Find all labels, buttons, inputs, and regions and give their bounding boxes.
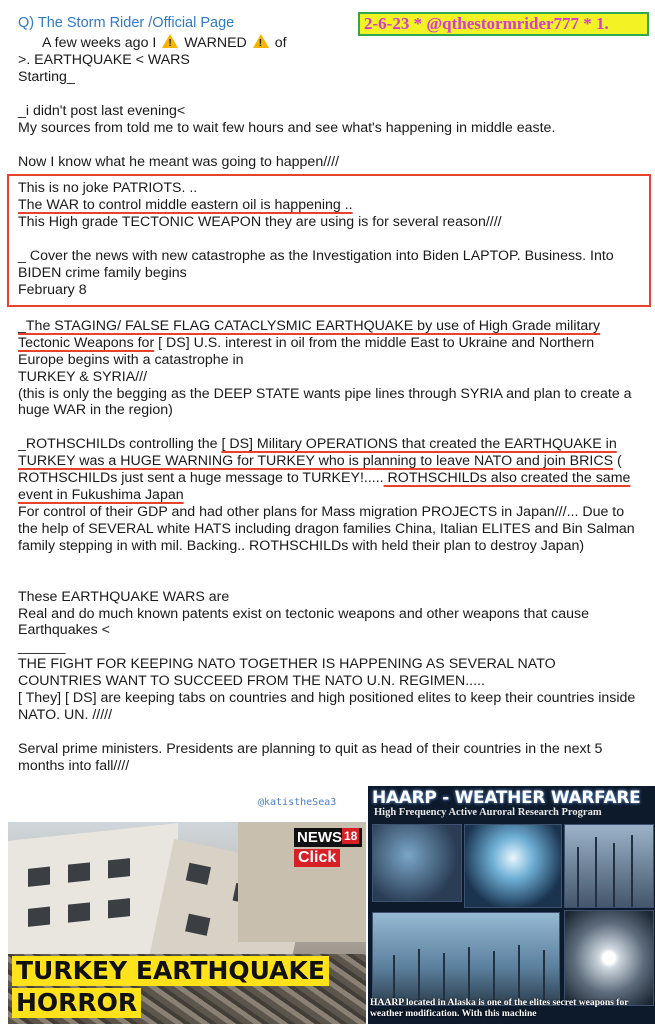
rothschild-paragraph: _ROTHSCHILDs controlling the [ DS] Military OPERATIONS that created the EARTHQUAKE in TURKEY was a HUGE WARNING for TURKEY who is planning to leave NATO and join BRICS ( ROTHSCHILDs just sent a huge message to TURKEY!..... ROTHSCHILDs also created the same event in Fukushima Japan [18, 436, 631, 504]
date-stamp: 2-6-23 * @qthestormrider777 * 1. [358, 12, 649, 36]
headline-text: HORROR [12, 988, 141, 1018]
text-line: ______ [18, 639, 66, 656]
highlight-box [7, 174, 651, 306]
text-line: Serval prime ministers. Presidents are planning to quit as head of their countries in the next 5 months into fall//// [18, 740, 603, 774]
text-line: (this is only the begging as the DEEP STATE wants pipe lines through SYRIA and plan to create a huge WAR in the region) [18, 385, 632, 419]
channel-name[interactable]: Q) The Storm Rider /Official Page [18, 15, 235, 31]
text-line: This is no joke PATRIOTS. .. [18, 180, 198, 197]
text-line: _i didn't post last evening< [18, 102, 186, 119]
text-line: This High grade TECTONIC WEAPON they are using is for several reason//// [18, 214, 502, 231]
text-line: Now I know what he meant was going to happen//// [18, 153, 339, 170]
haarp-title: HAARP - WEATHER WARFARE [372, 788, 641, 808]
watermark-credit: @katistheSea3 [258, 797, 337, 808]
underlined-text: The WAR to control middle eastern oil is happening .. [18, 197, 353, 214]
intro-line: A few weeks ago I ! WARNED ! of [18, 34, 640, 52]
underlined-text: ROTHSCHILDs also created the same event in Fukushima Japan [18, 470, 631, 504]
text-line: Starting_ [18, 68, 75, 85]
text-line: THE FIGHT FOR KEEPING NATO TOGETHER IS HAPPENING AS SEVERAL NATO COUNTRIES WANT TO SUCCEED FROM THE NATO U.N. REGIMEN..... [18, 656, 556, 690]
text-line: My sources from told me to wait few hours and see what's happening in middle easte. [18, 119, 556, 136]
news18-logo: NEWS $^{18}$ Click [294, 828, 356, 876]
earthquake-news-image[interactable] [8, 822, 366, 1024]
warning-icon [253, 34, 269, 48]
underlined-text: _The STAGING/ FALSE FLAG CATACLYSMIC EARTHQUAKE by use of High Grade military Tectonic Weapons for [18, 317, 601, 351]
haarp-subtitle: High Frequency Active Auroral Research Program [374, 807, 602, 818]
haarp-caption: HAARP located in Alaska is one of the elites secret weapons for weather modification. With this machine [370, 997, 629, 1019]
text-line: These EARTHQUAKE WARS are [18, 588, 230, 605]
text-line: TURKEY & SYRIA/// [18, 368, 148, 385]
message-post [18, 12, 640, 775]
staging-paragraph: _The STAGING/ FALSE FLAG CATACLYSMIC EARTHQUAKE by use of High Grade military Tectonic Weapons for [ DS] U.S. interest in oil from the middle East to Ukraine and Northern Europe begins with a catastrophe in [18, 317, 601, 368]
underlined-text: [ DS] Military OPERATIONS that created the EARTHQUAKE in TURKEY was a HUGE WARNING for TURKEY who is planning to leave NATO and join BRICS [18, 436, 617, 470]
text-line: For control of their GDP and had other plans for Mass migration PROJECTS in Japan///... Due to the help of SEVERAL white HATS including dragon families China, Italian ELITES and Bin Salman family stepping in with mil. Backing.. ROTHSCHILDs with held their plan to destroy Japan) [18, 503, 635, 554]
text-line: February 8 [18, 281, 87, 298]
post-header [18, 12, 640, 34]
text-line: _ Cover the news with new catastrophe as the Investigation into Biden LAPTOP. Business. Into BIDEN crime family begins [18, 248, 614, 282]
text-line: Real and do much known patents exist on tectonic weapons and other weapons that cause Earthquakes < [18, 605, 590, 639]
warning-icon [162, 34, 178, 48]
headline-text: TURKEY EARTHQUAKE [12, 956, 329, 986]
text-line: [ They] [ DS] are keeping tabs on countries and high positioned elites to keep their countries inside NATO. UN. ///// [18, 690, 636, 723]
text-line: >. EARTHQUAKE < WARS [18, 51, 190, 68]
haarp-image[interactable] [368, 786, 655, 1024]
